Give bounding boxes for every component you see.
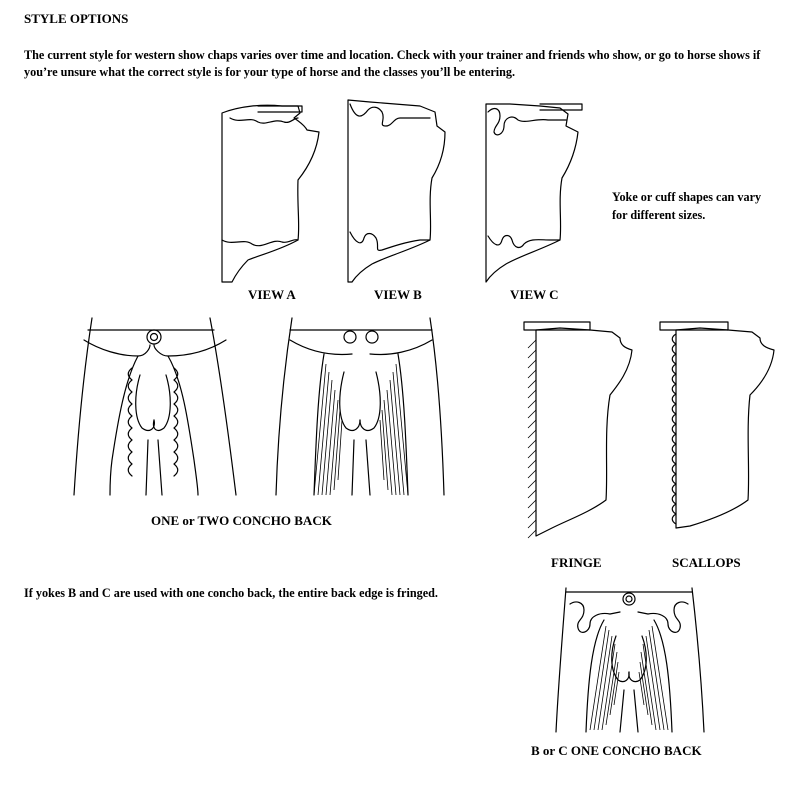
yoke-cuff-note: Yoke or cuff shapes can vary for different sizes. (612, 190, 762, 222)
one-concho-back-illustration (74, 318, 236, 495)
view-b-illustration (348, 100, 445, 282)
bc-concho-back-label: B or C ONE CONCHO BACK (531, 743, 702, 758)
footnote: If yokes B and C are used with one concho back, the entire back edge is fringed. (24, 586, 438, 600)
scallops-label: SCALLOPS (672, 555, 741, 570)
view-a-illustration (222, 105, 319, 282)
page-title: STYLE OPTIONS (24, 11, 129, 26)
view-c-label: VIEW C (510, 287, 559, 302)
concho-back-label: ONE or TWO CONCHO BACK (151, 513, 332, 528)
fringe-label: FRINGE (551, 555, 602, 570)
view-b-label: VIEW B (374, 287, 422, 302)
view-a-label: VIEW A (248, 287, 296, 302)
fringe-illustration (524, 322, 632, 538)
intro-paragraph: The current style for western show chaps varies over time and location. Check with your trainer and friends who show, or go to horse shows if you’re unsure what the correct style is for your type of horse and the classes you’ll be entering. (24, 48, 761, 79)
two-concho-back-illustration (276, 318, 444, 495)
bc-one-concho-back-illustration (556, 588, 704, 732)
view-c-illustration (486, 104, 582, 282)
scallops-illustration (660, 322, 774, 528)
